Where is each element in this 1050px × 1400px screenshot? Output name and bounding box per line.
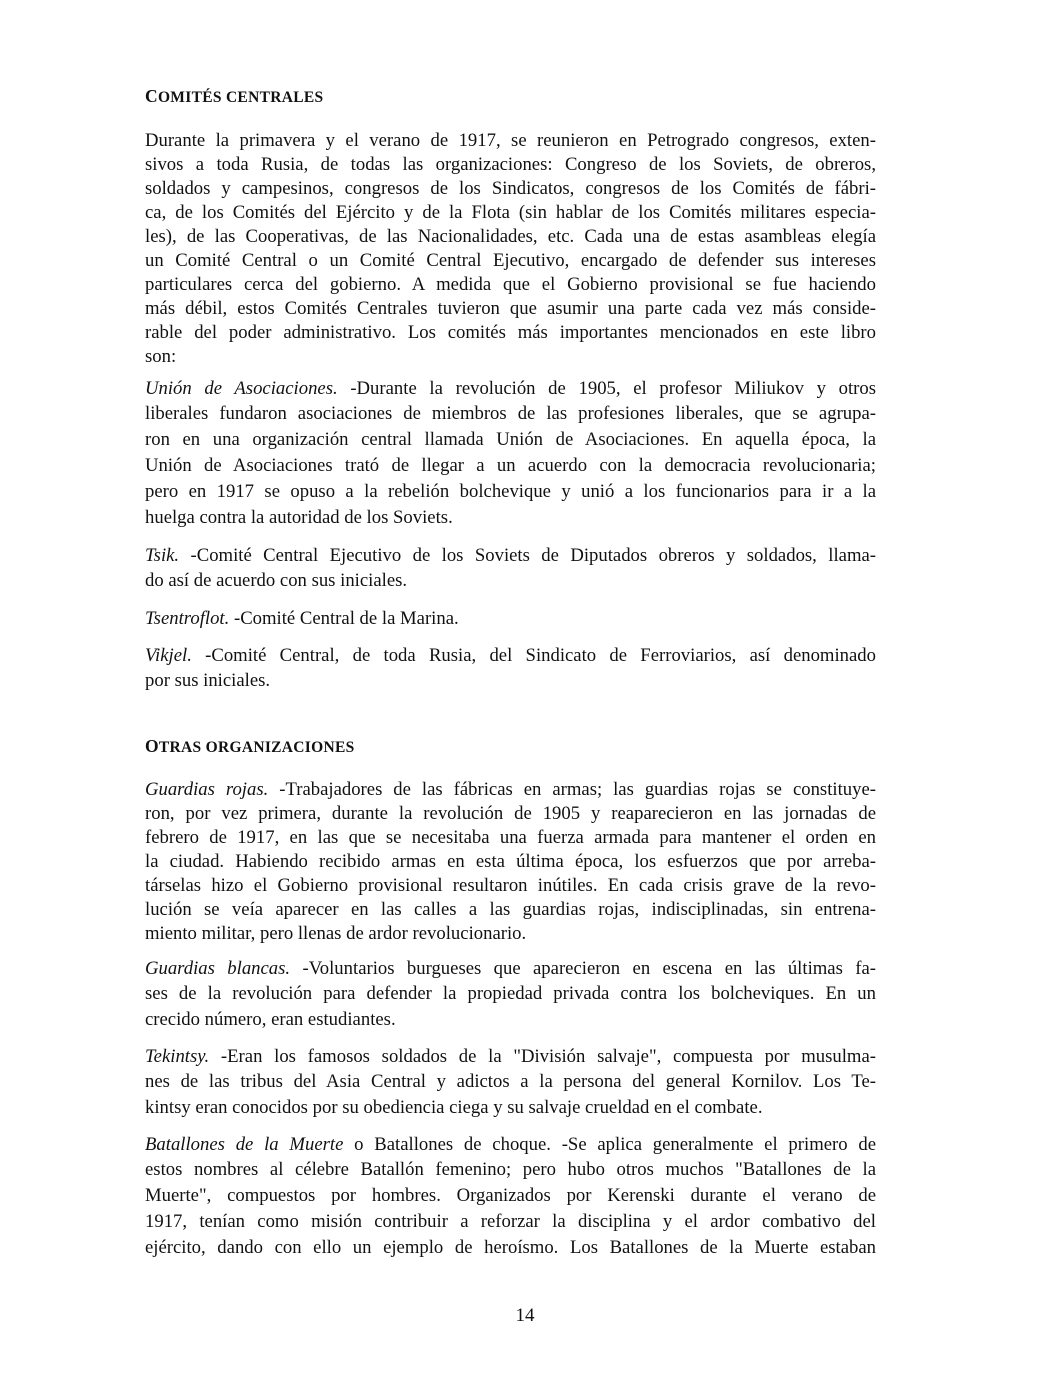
entry-text: -Durante la revolución de 1905, el profesor Miliukov y otros — [337, 378, 876, 399]
text-line: ron en una organización central llamada Unión de Asociaciones. En aquella época, la — [145, 429, 876, 450]
text-line: liberales fundaron asociaciones de miembros de las profesiones liberales, que se agrupa- — [145, 403, 876, 424]
entry-term: Vikjel. — [145, 645, 192, 666]
text-line: rable del poder administrativo. Los comités más importantes mencionados en este libro — [145, 322, 876, 343]
text-line: pero en 1917 se opuso a la rebelión bolchevique y unió a los funcionarios para ir a la — [145, 481, 876, 502]
entry-guardias-blancas — [145, 957, 876, 1033]
entry-term: Unión de Asociaciones. — [145, 378, 338, 399]
entry-text: -Eran los famosos soldados de la "División salvaje", compuesta por musulma- — [209, 1046, 876, 1067]
entry-text: -Comité Central de la Marina. — [229, 608, 459, 629]
text-line: miento militar, pero llenas de ardor revolucionario. — [145, 923, 527, 944]
text-line: son: — [145, 346, 177, 367]
text-line: ses de la revolución para defender la propiedad privada contra los bolcheviques. En un — [145, 983, 876, 1004]
text-line: un Comité Central o un Comité Central Ejecutivo, encargado de defender sus intereses — [145, 250, 876, 271]
text-line: por sus iniciales. — [145, 670, 271, 691]
text-line: huelga contra la autoridad de los Soviets. — [145, 507, 453, 528]
text-line: más débil, estos Comités Centrales tuvieron que asumir una parte cada vez más conside- — [145, 298, 876, 319]
entry-text: -Comité Central Ejecutivo de los Soviets de Diputados obreros y soldados, llama- — [179, 545, 876, 566]
entry-text: -Voluntarios burgueses que aparecieron en escena en las últimas fa- — [290, 958, 876, 979]
text-line: Muerte", compuestos por hombres. Organizados por Kerenski durante el verano de — [145, 1185, 876, 1206]
text-line: soldados y campesinos, congresos de los Sindicatos, congresos de los Comités de fábri- — [145, 178, 876, 199]
text-line: Durante la primavera y el verano de 1917, se reunieron en Petrogrado congresos, exten- — [145, 130, 876, 151]
heading-text: TRAS ORGANIZACIONES — [158, 739, 355, 756]
text-line: crecido número, eran estudiantes. — [145, 1009, 396, 1030]
entry-term: Batallones de la Muerte — [145, 1134, 344, 1155]
page-number: 14 — [515, 1305, 535, 1326]
section-heading-otras-organizaciones — [145, 736, 355, 757]
heading-text: OMITÉS CENTRALES — [157, 89, 324, 106]
entry-vikjel — [145, 644, 876, 694]
entry-term: Guardias rojas. — [145, 779, 269, 800]
text-line: febrero de 1917, en las que se necesitaba una fuerza armada para mantener el orden en — [145, 827, 876, 848]
entry-tsentroflot — [145, 607, 876, 631]
heading-initial: O — [145, 736, 159, 756]
text-line: do así de acuerdo con sus iniciales. — [145, 570, 408, 591]
text-line: ejército, dando con ello un ejemplo de heroísmo. Los Batallones de la Muerte estaban — [145, 1237, 876, 1258]
section-heading-comites-centrales — [145, 86, 323, 107]
entry-text: -Comité Central, de toda Rusia, del Sindicato de Ferroviarios, así denominado — [191, 645, 876, 666]
heading-initial: C — [145, 86, 158, 106]
entry-text: o Batallones de choque. -Se aplica generalmente el primero de — [343, 1134, 876, 1155]
text-line: társelas hizo el Gobierno provisional resultaron inútiles. En cada crisis grave de la revo- — [145, 875, 876, 896]
text-line: ron, por vez primera, durante la revolución de 1905 y reaparecieron en las jornadas de — [145, 803, 876, 824]
entry-term: Guardias blancas. — [145, 958, 291, 979]
text-line: sivos a toda Rusia, de todas las organizaciones: Congreso de los Soviets, de obreros, — [145, 154, 876, 175]
text-line: lución se veía aparecer en las calles a las guardias rojas, indisciplinadas, sin entrena- — [145, 899, 876, 920]
text-line: nes de las tribus del Asia Central y adictos a la persona del general Kornilov. Los Te- — [145, 1071, 876, 1092]
entry-term: Tsik. — [145, 545, 180, 566]
entry-text: -Trabajadores de las fábricas en armas; las guardias rojas se constituye- — [268, 779, 876, 800]
text-line: estos nombres al célebre Batallón femenino; pero hubo otros muchos "Batallones de la — [145, 1159, 876, 1180]
entry-term: Tsentroflot. — [145, 608, 230, 629]
text-line: la ciudad. Habiendo recibido armas en esta última época, los esfuerzos que por arreba- — [145, 851, 876, 872]
text-line: particulares cerca del gobierno. A medida que el Gobierno provisional se fue haciendo — [145, 274, 876, 295]
entry-tekintsy — [145, 1045, 876, 1121]
entry-term: Tekintsy. — [145, 1046, 210, 1067]
entry-batallones-de-la-muerte — [145, 1133, 876, 1261]
entry-guardias-rojas — [145, 778, 876, 946]
text-line: 1917, tenían como misión contribuir a reforzar la disciplina y el ardor combativo del — [145, 1211, 876, 1232]
text-line: ca, de los Comités del Ejército y de la Flota (sin hablar de los Comités militares especia- — [145, 202, 876, 223]
entry-tsik — [145, 544, 876, 594]
text-line: Unión de Asociaciones trató de llegar a un acuerdo con la democracia revolucionaria; — [145, 455, 876, 476]
entry-union-de-asociaciones — [145, 377, 876, 531]
text-line: kintsy eran conocidos por su obediencia ciega y su salvaje crueldad en el combate. — [145, 1097, 763, 1118]
paragraph-intro — [145, 129, 876, 369]
text-line: les), de las Cooperativas, de las Nacionalidades, etc. Cada una de estas asambleas elegía — [145, 226, 876, 247]
